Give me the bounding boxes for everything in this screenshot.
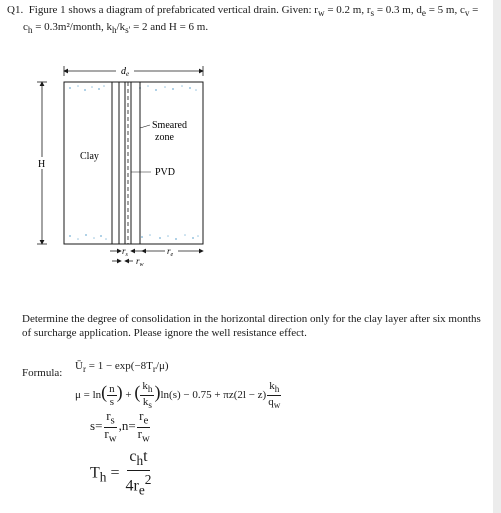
re-label: $r_e$ (167, 246, 174, 258)
eq3-comma: ,n (118, 418, 129, 434)
eq3-rs: $r_s$ (106, 408, 115, 427)
eq3-rw: $r_w$ (104, 425, 117, 445)
equation-4 (90, 448, 153, 500)
eq2-kh: $k_h$ (142, 380, 153, 395)
sub-s: s' (125, 25, 131, 36)
eq4-t-sub: h (99, 469, 107, 485)
de-label: $d_e$ (121, 66, 130, 78)
paren-open: ( (134, 382, 141, 403)
eq3-eq2: = (128, 418, 136, 434)
clay-label: Clay (80, 151, 99, 162)
eq2-start: μ = ln (75, 389, 102, 402)
h-label: H (38, 159, 46, 170)
clay-cell-outline (64, 82, 203, 244)
eq2-n: n (109, 383, 115, 396)
question-line1: Q1. Figure 1 shows a diagram of prefabricated vertical drain. Given: r (7, 4, 318, 16)
q-seg: = 2 and H = 6 m. (130, 21, 209, 34)
equation-3 (90, 410, 152, 444)
zone-label: zone (155, 132, 174, 143)
q-seg: = 0.3 m, d (374, 4, 422, 16)
paren-close: ) (154, 382, 161, 403)
eq3-re: $r_e$ (139, 408, 149, 427)
eq2-kh-over-ks (140, 380, 154, 411)
eq4-frac (123, 448, 153, 500)
eq2-n-over-s (107, 383, 117, 408)
eq2-ks: $k_s$ (142, 396, 152, 411)
equation-1 (75, 360, 169, 374)
eq1-sub2: r (152, 364, 156, 375)
eq2-kh-over-qw (266, 380, 282, 411)
eq1-rest: = 1 − exp(−8T (86, 360, 153, 372)
paren-close: ) (116, 382, 123, 403)
pvd-label: PVD (155, 167, 176, 178)
rw-label: $r_w$ (136, 256, 144, 268)
rs-label: $r_s$ (122, 246, 128, 258)
eq4-num: $c_ht$ (127, 448, 149, 471)
eq4-eq: = (110, 464, 120, 482)
sub-e: e (421, 8, 426, 19)
sub-w: w (317, 8, 325, 19)
eq3-rw2: $r_w$ (137, 425, 150, 445)
smeared-label: Smeared (152, 120, 187, 131)
eq3-re-over-rw (136, 410, 152, 444)
eq3-rs-over-rw (102, 410, 118, 444)
q-seg: = 5 m, c (425, 4, 465, 16)
eq3-s: s (90, 418, 96, 434)
paren-open: ( (101, 382, 108, 403)
eq1-sub: r (82, 364, 87, 375)
sub-h: h (111, 25, 117, 36)
eq2-kh2: $k_h$ (269, 380, 280, 395)
sub-v: v (464, 8, 470, 19)
page-edge-strip (493, 0, 501, 513)
eq1-end: /μ) (155, 360, 169, 372)
eq2-s: s (109, 396, 115, 409)
pvd-drain (119, 82, 125, 244)
equation-2 (75, 380, 282, 411)
eq4-t: T (90, 464, 100, 482)
eq2-qw: $q_w$ (268, 396, 281, 411)
q-seg: = 0.2 m, r (324, 4, 371, 16)
q-seg: = 0.3m²/month, k (32, 21, 112, 34)
eq3-eq: = (95, 418, 103, 434)
q-seg: /k (116, 21, 126, 34)
eq1-u: Ū (75, 360, 83, 372)
formula-label: Formula: (22, 367, 63, 379)
sub-h: h (27, 25, 33, 36)
q-seg: c (23, 21, 28, 34)
q-seg: = (469, 4, 479, 16)
sub-s: s (370, 8, 375, 19)
question-paragraph: Determine the degree of consolidation in the horizontal direction only for the clay layer after six months of surcharge application. Please ignore the well resistance effect. (22, 313, 481, 339)
eq4-den: $4r_e^2$ (125, 472, 152, 498)
eq2-plus: + (125, 389, 132, 402)
eq2-mid: ln(s) − 0.75 + πz(2l − z) (160, 389, 267, 402)
